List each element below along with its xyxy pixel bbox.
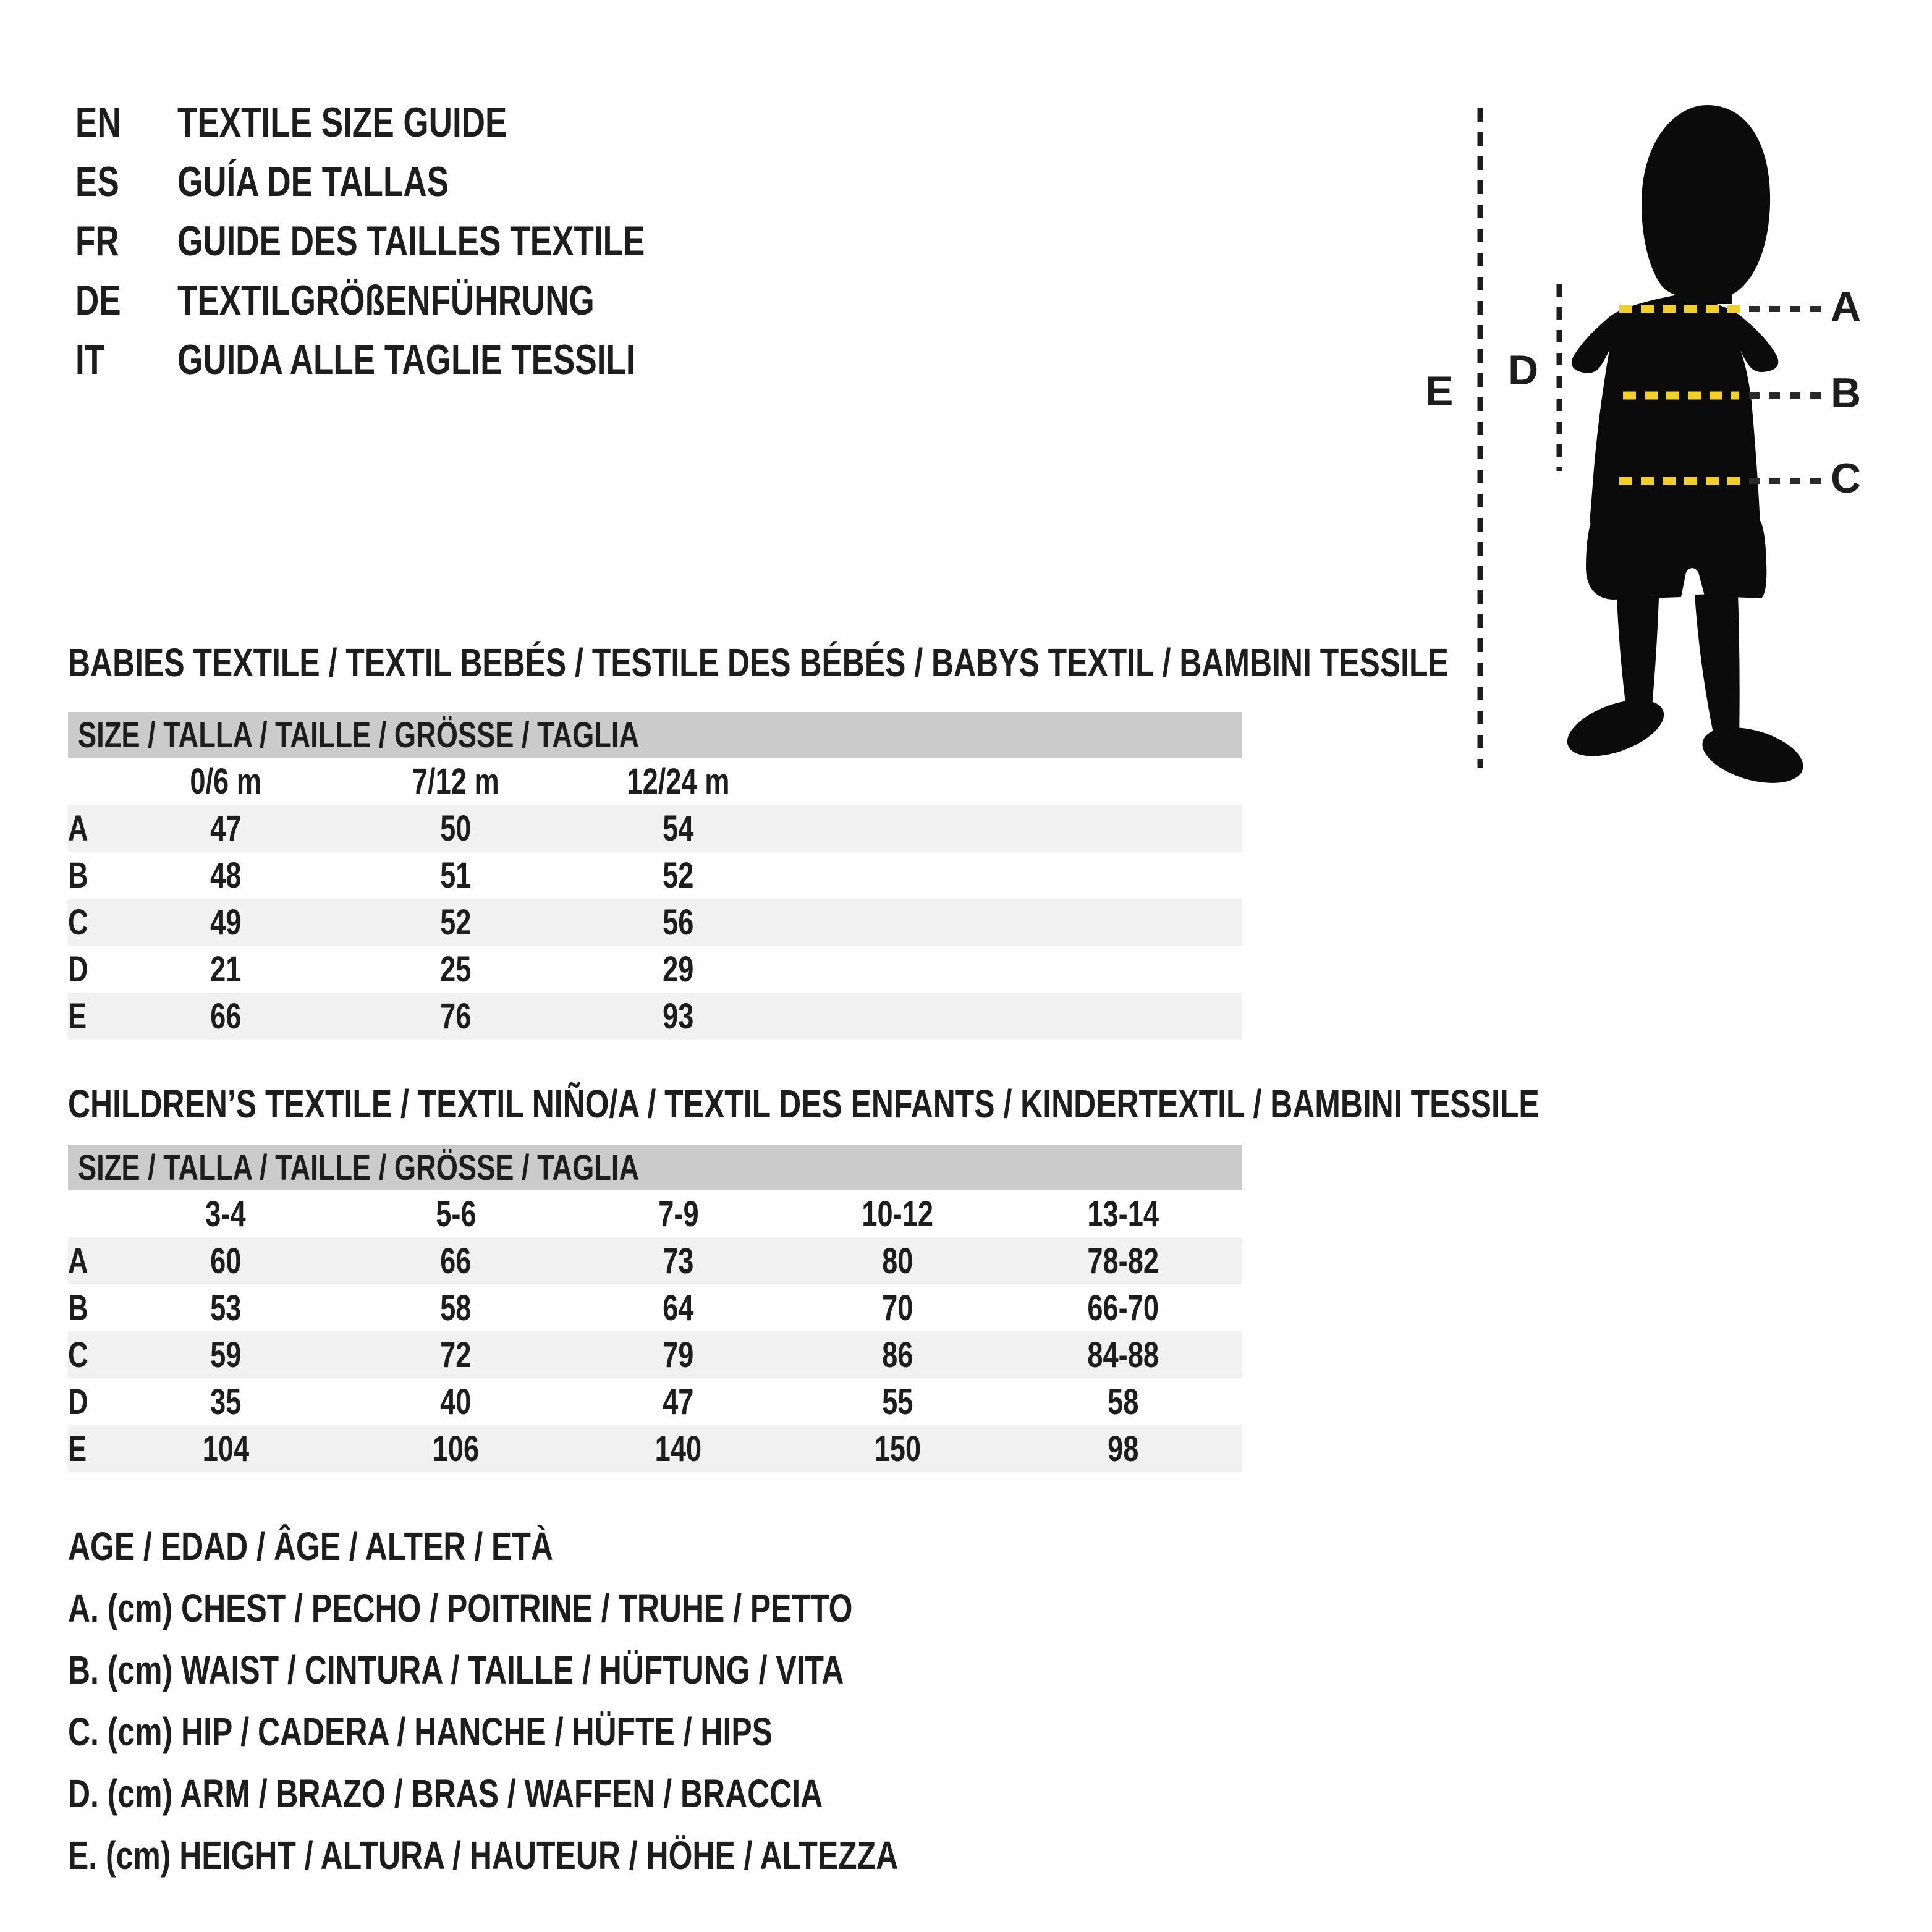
row-label: C xyxy=(68,1334,88,1375)
shirt-shape xyxy=(1572,294,1778,531)
cell-value: 70 xyxy=(882,1287,913,1328)
cell-value: 50 xyxy=(440,808,472,849)
language-code: DE xyxy=(75,277,121,324)
cell-value: 55 xyxy=(882,1381,913,1422)
language-code: ES xyxy=(75,158,119,205)
cell-value: 51 xyxy=(440,855,472,896)
row-label: E xyxy=(68,996,87,1036)
cell-value: 40 xyxy=(440,1381,472,1422)
children-column-header-row xyxy=(68,1190,1242,1237)
cell-value: 72 xyxy=(440,1334,472,1375)
cell-value: 86 xyxy=(882,1334,913,1375)
legend-waist-line: B. (cm) WAIST / CINTURA / TAILLE / HÜFTUNG / VITA xyxy=(68,1648,844,1692)
cell-value: 64 xyxy=(663,1287,694,1328)
cell-value: 58 xyxy=(440,1287,472,1328)
language-list xyxy=(75,93,777,389)
cell-value: 47 xyxy=(210,808,242,849)
child-silhouette xyxy=(1560,105,1810,785)
language-row-fr xyxy=(75,211,777,271)
legend-arm-line: D. (cm) ARM / BRAZO / BRAS / WAFFEN / BRACCIA xyxy=(68,1771,823,1816)
column-header: 5-6 xyxy=(435,1193,477,1234)
shorts-shape xyxy=(1586,519,1766,600)
cell-value: 60 xyxy=(210,1240,242,1281)
table-row-d xyxy=(68,946,1242,993)
language-code: FR xyxy=(75,218,119,265)
children-size-header-bar: SIZE / TALLA / TAILLE / GRÖSSE / TAGLIA xyxy=(68,1145,1242,1190)
language-code: EN xyxy=(75,99,121,146)
language-title: GUIDE DES TAILLES TEXTILE xyxy=(177,218,645,265)
legend-hip-line: C. (cm) HIP / CADERA / HANCHE / HÜFTE / HIPS xyxy=(68,1710,773,1754)
language-row-es xyxy=(75,152,777,211)
column-header: 7-9 xyxy=(658,1193,699,1234)
cell-value: 140 xyxy=(655,1428,702,1469)
column-header: 7/12 m xyxy=(412,761,499,802)
babies-column-header-row xyxy=(68,758,1242,805)
legend-height-line: E. (cm) HEIGHT / ALTURA / HAUTEUR / HÖHE / ALTEZZA xyxy=(68,1833,899,1878)
language-title: TEXTILE SIZE GUIDE xyxy=(177,99,507,146)
cell-value: 73 xyxy=(663,1240,694,1281)
cell-value: 54 xyxy=(663,808,694,849)
column-header: 3-4 xyxy=(205,1193,246,1234)
cell-value: 59 xyxy=(210,1334,242,1375)
cell-value: 66-70 xyxy=(1087,1287,1159,1328)
table-row-b xyxy=(68,1284,1242,1331)
cell-value: 78-82 xyxy=(1087,1240,1159,1281)
row-label: D xyxy=(68,1381,88,1422)
babies-size-header-bar: SIZE / TALLA / TAILLE / GRÖSSE / TAGLIA xyxy=(68,712,1242,758)
language-title: TEXTILGRÖßENFÜHRUNG xyxy=(177,277,595,324)
language-row-en xyxy=(75,93,777,152)
cell-value: 84-88 xyxy=(1087,1334,1159,1375)
table-row-c xyxy=(68,1331,1242,1378)
row-label: B xyxy=(68,855,88,896)
row-label: C xyxy=(68,902,88,943)
measure-label-b: B xyxy=(1831,370,1862,417)
table-row-b xyxy=(68,852,1242,899)
cell-value: 104 xyxy=(202,1428,249,1469)
row-label: E xyxy=(68,1428,87,1469)
cell-value: 49 xyxy=(210,902,242,943)
language-code: IT xyxy=(75,336,105,383)
cell-value: 79 xyxy=(663,1334,694,1375)
cell-value: 52 xyxy=(663,855,694,896)
cell-value: 58 xyxy=(1108,1381,1139,1422)
left-shoe-shape xyxy=(1560,688,1671,768)
legend-chest-line: A. (cm) CHEST / PECHO / POITRINE / TRUHE / PETTO xyxy=(68,1586,853,1630)
column-header: 12/24 m xyxy=(627,761,730,802)
language-title: GUIDA ALLE TAGLIE TESSILI xyxy=(177,336,635,383)
legend-age-line: AGE / EDAD / ÂGE / ALTER / ETÀ xyxy=(68,1524,553,1569)
measurement-legend xyxy=(68,1515,1132,1886)
language-row-de xyxy=(75,271,777,330)
measure-label-d: D xyxy=(1508,347,1539,394)
column-header: 0/6 m xyxy=(190,761,261,802)
children-section-title: CHILDREN’S TEXTILE / TEXTIL NIÑO/A / TEXTIL DES ENFANTS / KINDERTEXTIL / BAMBINI TESSILE xyxy=(68,1082,1540,1126)
cell-value: 66 xyxy=(210,996,242,1036)
cell-value: 98 xyxy=(1108,1428,1139,1469)
measure-label-a: A xyxy=(1831,283,1862,330)
cell-value: 48 xyxy=(210,855,242,896)
cell-value: 93 xyxy=(663,996,694,1036)
cell-value: 25 xyxy=(440,949,472,989)
measure-label-c: C xyxy=(1831,455,1862,502)
table-row-e xyxy=(68,1425,1242,1472)
cell-value: 150 xyxy=(874,1428,922,1469)
table-row-c xyxy=(68,899,1242,946)
children-table xyxy=(68,1145,1242,1472)
table-row-a xyxy=(68,805,1242,852)
language-title: GUÍA DE TALLAS xyxy=(177,158,449,205)
babies-section-title: BABIES TEXTILE / TEXTIL BEBÉS / TESTILE DES BÉBÉS / BABYS TEXTIL / BAMBINI TESSILE xyxy=(68,640,1449,685)
babies-table xyxy=(68,712,1242,1040)
measure-label-e: E xyxy=(1425,368,1454,415)
cell-value: 76 xyxy=(440,996,472,1036)
cell-value: 80 xyxy=(882,1240,913,1281)
row-label: A xyxy=(68,808,88,849)
cell-value: 21 xyxy=(210,949,242,989)
cell-value: 52 xyxy=(440,902,472,943)
column-header: 10-12 xyxy=(862,1193,934,1234)
row-label: B xyxy=(68,1287,88,1328)
cell-value: 56 xyxy=(663,902,694,943)
cell-value: 66 xyxy=(440,1240,472,1281)
cell-value: 35 xyxy=(210,1381,242,1422)
table-row-d xyxy=(68,1378,1242,1425)
cell-value: 106 xyxy=(432,1428,480,1469)
row-label: D xyxy=(68,949,88,989)
table-row-e xyxy=(68,993,1242,1040)
language-row-it xyxy=(75,330,777,389)
cell-value: 53 xyxy=(210,1287,242,1328)
table-row-a xyxy=(68,1237,1242,1284)
cell-value: 47 xyxy=(663,1381,694,1422)
row-label: A xyxy=(68,1240,88,1281)
column-header: 13-14 xyxy=(1087,1193,1159,1234)
cell-value: 29 xyxy=(663,949,694,989)
